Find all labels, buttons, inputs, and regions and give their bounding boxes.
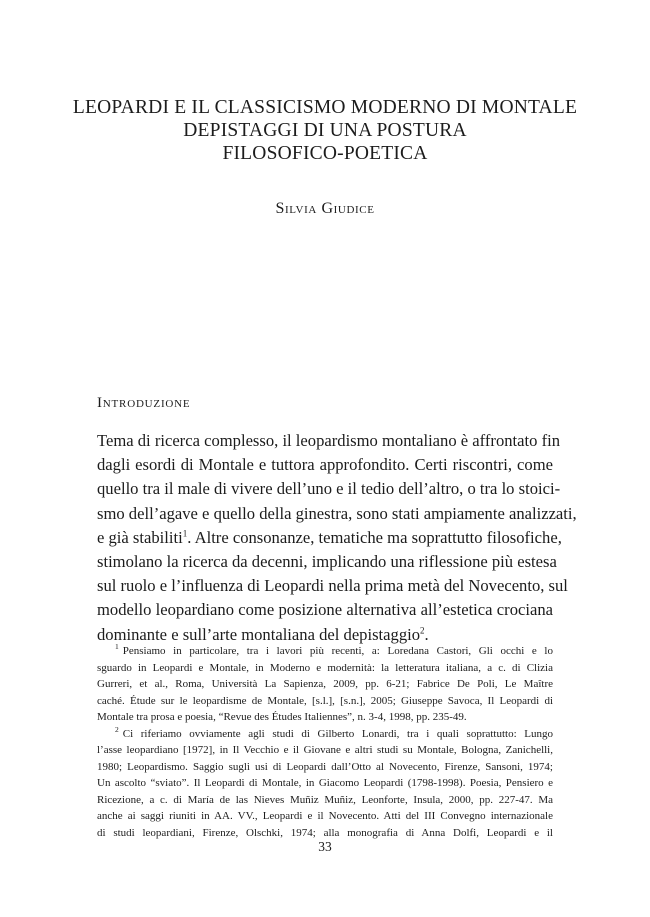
footnote-line: sguardo in Leopardi e Montale, in Moderno e modernità: la letteratura italiana, a c. di Clizia — [97, 661, 553, 674]
page-number: 33 — [318, 839, 332, 854]
body-text-fragment: . — [424, 624, 429, 644]
body-text-fragment: dominante e sull’arte montaliana del depistaggio — [97, 624, 421, 644]
footnote-line: Un ascolto “sviato”. Il Leopardi di Montale, in Giacomo Leopardi (1798-1998). Poesia, Pensiero e — [97, 777, 553, 789]
footnote-text: Ci riferiamo ovviamente agli studi di Gilberto Lonardi, tra i quali soprattutto: Lungo — [122, 727, 553, 740]
footnote-line: di studi leopardiani, Firenze, Olschki, 1974; alla monografia di Anna Dolfi, Leopardi e il — [97, 826, 553, 839]
footnote-marker-1: 1 — [115, 642, 119, 652]
body-line: quello tra il male di vivere dell’uno e il tedio dell’altro, o tra lo stoici- — [97, 479, 561, 499]
body-line: dagli esordi di Montale e tuttora approfondito. Certi riscontri, come — [97, 455, 553, 475]
footnote-line — [97, 643, 553, 660]
body-line: modello leopardiano come posizione alternativa all’estetica crociana — [97, 600, 553, 620]
body-line: smo dell’agave e quello della ginestra, sono stati ampiamente analizzati, — [97, 503, 577, 523]
footnote-line: anche ai saggi riuniti in AA. VV., Leopardi e il Novecento. Atti del III Convegno internazionale — [97, 810, 553, 822]
footnote-line: l’asse leopardiano [1972], in Il Vecchio e il Giovane e altri studi su Montale, Bologna, Zanichelli, — [97, 744, 553, 756]
footnote-text: Pensiamo in particolare, tra i lavori più recenti, a: Loredana Castori, Gli occhi e lo — [122, 645, 553, 657]
footnote-reference-2: 2 — [420, 625, 425, 636]
chapter-title-line-1: LEOPARDI E IL CLASSICISMO MODERNO DI MONTALE — [72, 97, 578, 118]
footnote-line: caché. Étude sur le leopardisme de Montale, [s.l.], [s.n.], 2005; Giuseppe Savoca, Il Leopardi di — [97, 694, 553, 707]
footnote-reference-1: 1 — [182, 528, 188, 539]
footnote-line: Montale tra prosa e poesia, “Revue des Études Italiennes”, n. 3-4, 1998, pp. 235-49. — [97, 711, 467, 723]
chapter-title-line-2: DEPISTAGGI DI UNA POSTURA — [183, 120, 467, 141]
body-text-fragment: . Altre consonanze, tematiche ma soprattutto filosofiche, — [187, 527, 562, 547]
footnote-line: Gurreri, et al., Roma, Università La Sapienza, 2009, pp. 6-21; Fabrice De Poli, Le Maître — [97, 678, 553, 690]
body-line: Tema di ricerca complesso, il leopardismo montaliano è affrontato fin — [97, 431, 561, 450]
body-paragraph — [97, 429, 577, 647]
body-text-fragment: e già stabiliti — [97, 527, 183, 547]
body-line: stimolano la ricerca da decenni, implicando una riflessione più estesa — [97, 552, 557, 572]
footnote-marker-2: 2 — [115, 724, 119, 734]
footnote-line: Ricezione, a c. di María de las Nieves Muñiz Muñiz, Leonforte, Insula, 2000, pp. 227-47. Ma — [97, 793, 553, 806]
footnotes — [97, 643, 553, 841]
section-heading: Introduzione — [97, 395, 191, 411]
footnote-line — [97, 726, 553, 743]
chapter-title — [40, 96, 610, 165]
body-line: sul ruolo e l’influenza di Leopardi nella prima metà del Novecento, sul — [97, 576, 568, 596]
author-name: Silvia Giudice — [275, 200, 375, 217]
body-line — [97, 526, 562, 550]
chapter-title-line-3: FILOSOFICO-POETICA — [222, 143, 428, 164]
footnote-line: 1980; Leopardismo. Saggio sugli usi di Leopardi dall’Otto al Novecento, Firenze, Sansoni, 1974; — [97, 760, 553, 773]
